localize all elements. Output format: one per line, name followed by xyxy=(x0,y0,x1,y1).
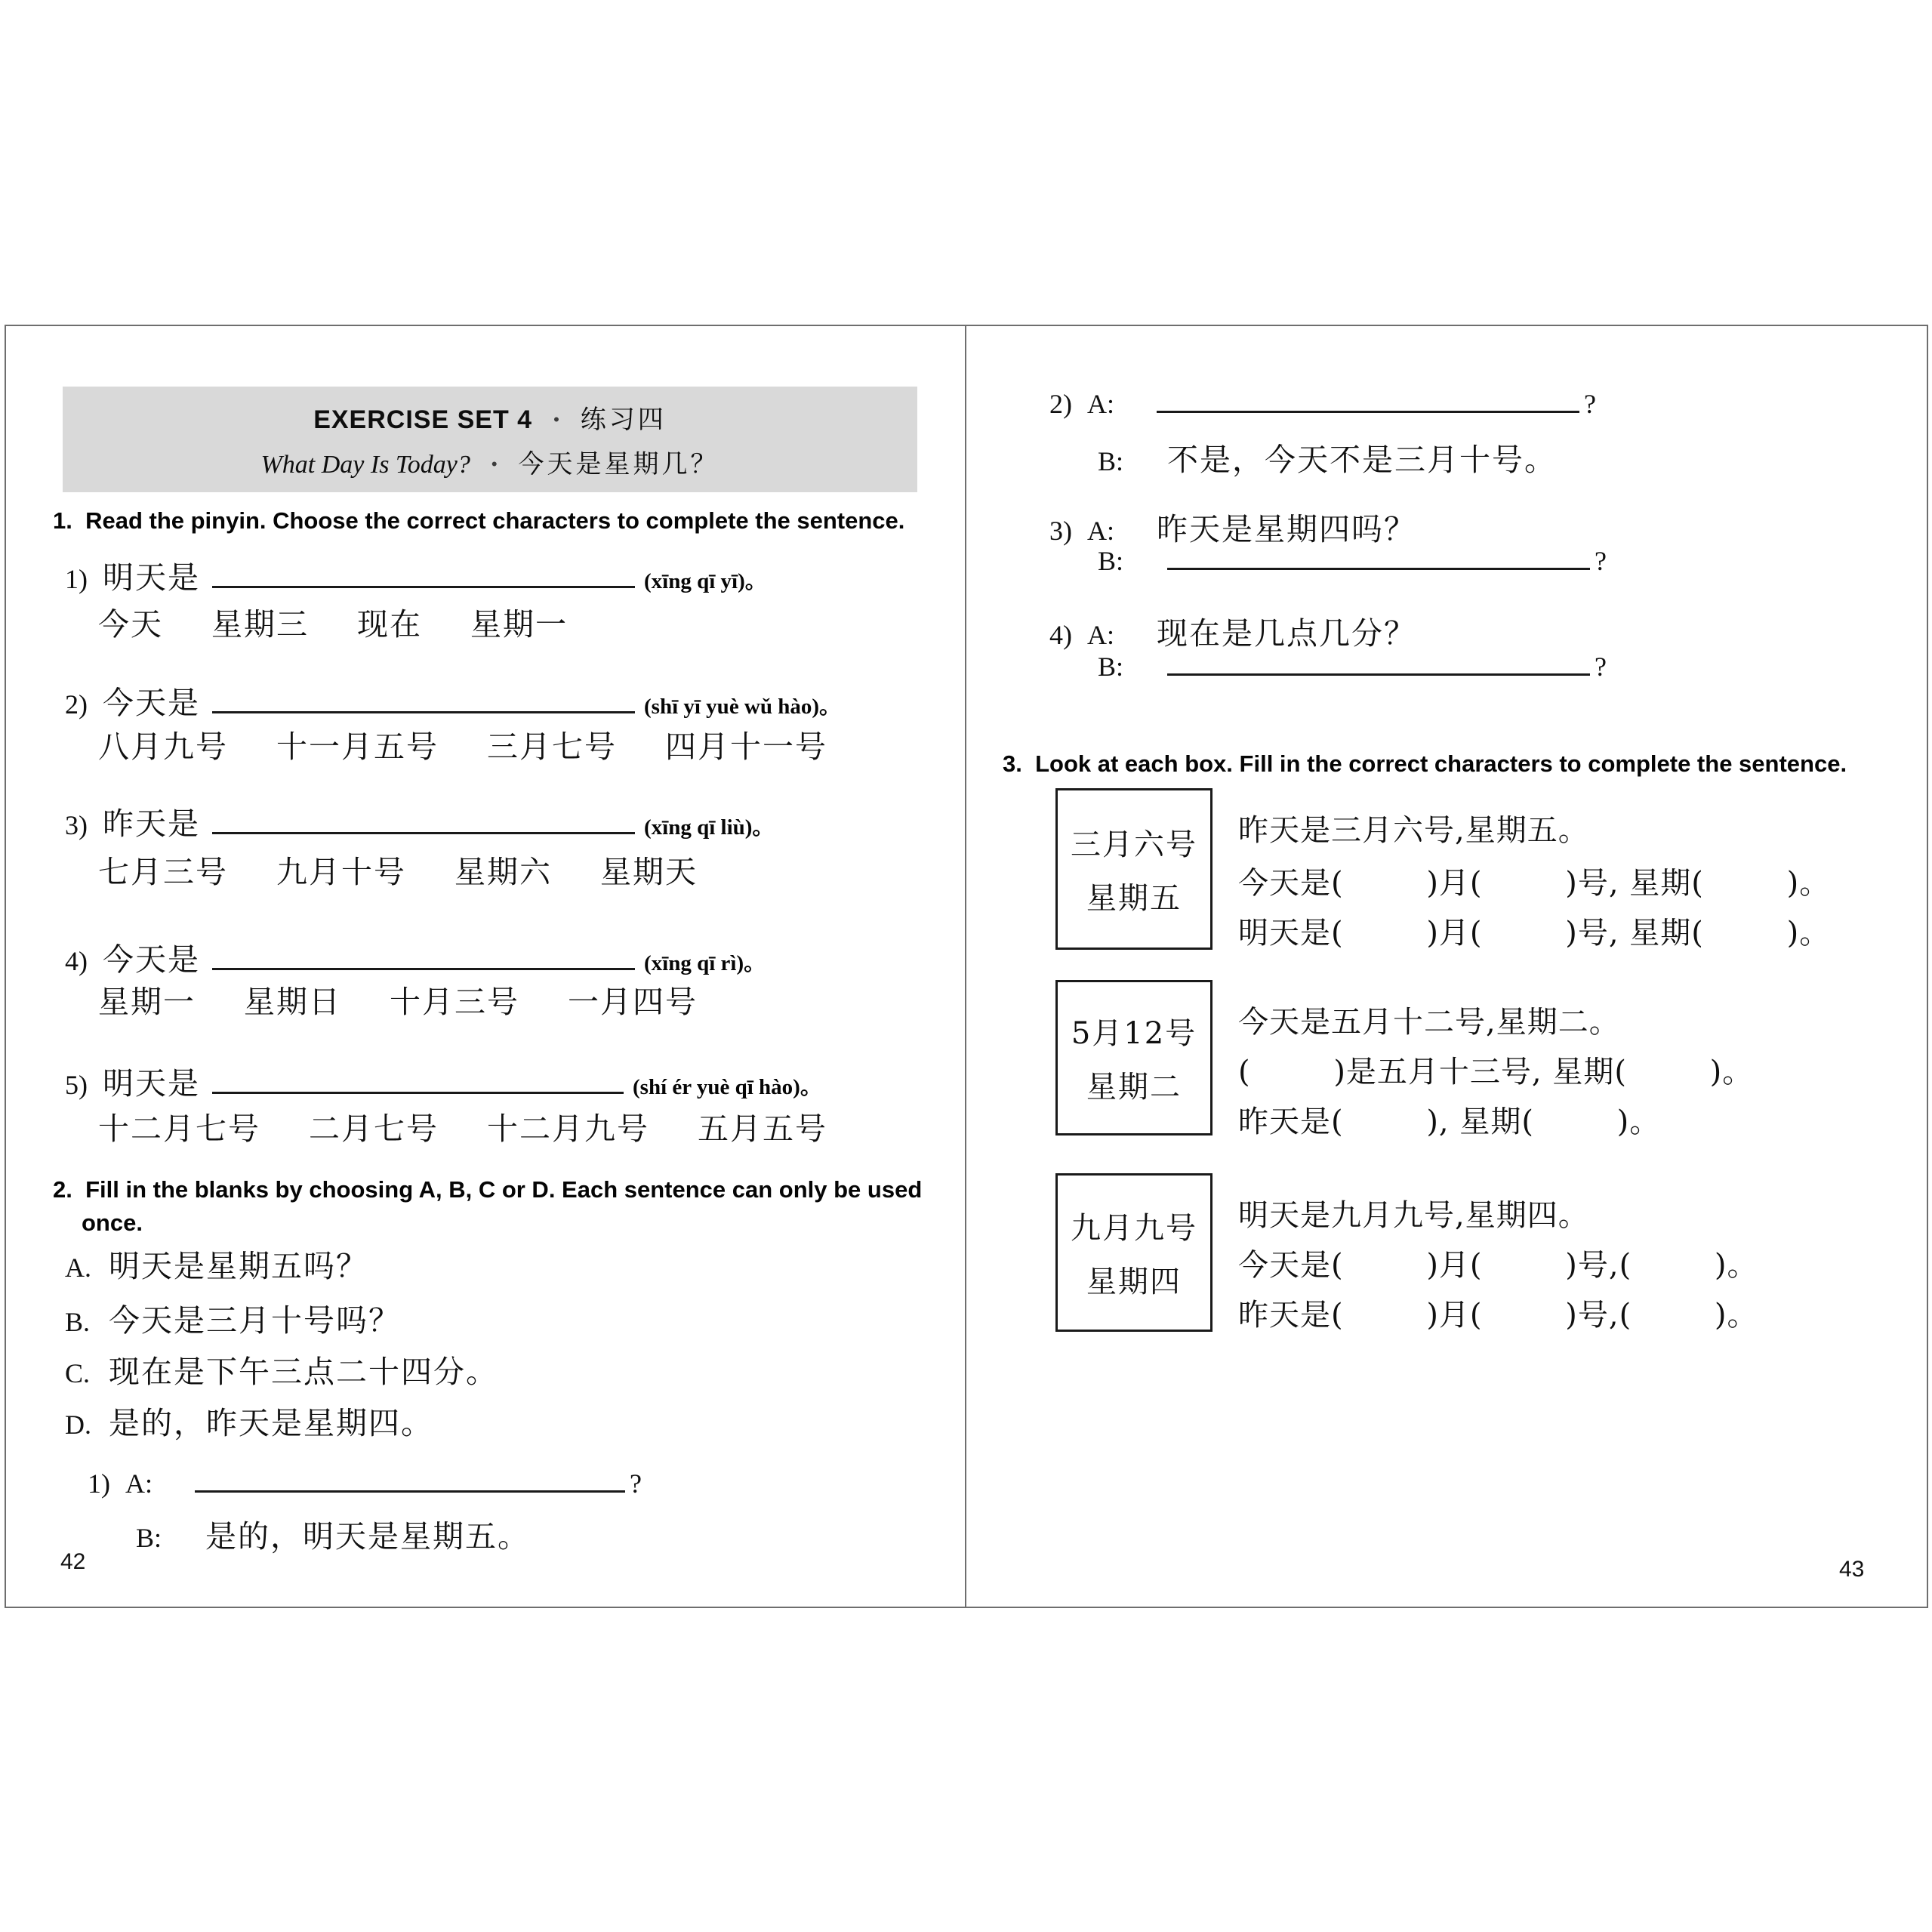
s2-dialog1-a-label: A: xyxy=(125,1468,153,1499)
section2-heading-line1: 2. Fill in the blanks by choosing A, B, C or D. Each sentence can only be used xyxy=(53,1176,923,1203)
page-divider xyxy=(965,326,966,1607)
dialog4-b xyxy=(1098,651,1607,683)
dialog3-a-text: 昨天是星期四吗？ xyxy=(1157,511,1416,547)
s3-box1 xyxy=(1055,788,1213,950)
s1-item1-options xyxy=(98,599,568,644)
s3-group1-line1: 昨天是三月六号,星期五。 xyxy=(1238,813,1589,848)
s1-item2-pinyin: (shī yī yuè wǔ hào)。 xyxy=(644,695,842,719)
section2-heading-line2: once. xyxy=(82,1209,143,1236)
dialog3-num: 3) xyxy=(1049,516,1072,546)
option: 十二月九号 xyxy=(487,1111,649,1147)
s3-box2 xyxy=(1055,980,1213,1135)
bullet-icon: • xyxy=(553,410,559,429)
s2-choice-b xyxy=(65,1296,401,1340)
s1-item1-stem: 明天是 xyxy=(103,559,200,596)
s3-group3-line3: 昨天是( )月( )号,( )。 xyxy=(1238,1298,1758,1333)
s3-group2-line1: 今天是五月十二号,星期二。 xyxy=(1238,1005,1620,1040)
exercise-title-en: EXERCISE SET 4 xyxy=(313,405,533,434)
dialog2-a xyxy=(1049,388,1596,420)
dialog4-a-label: A: xyxy=(1087,620,1114,650)
dialog3-a-label: A: xyxy=(1087,516,1114,546)
s1-item3-stem: 昨天是 xyxy=(103,806,200,842)
exercise-subtitle-en: What Day Is Today? xyxy=(260,451,470,479)
s3-group1-line2: 今天是( )月( )号, 星期( )。 xyxy=(1238,866,1831,901)
dialog3-b-qmark: ? xyxy=(1595,546,1607,576)
s3-box1-line1: 三月六号 xyxy=(1071,827,1197,862)
dialog3-b-blank xyxy=(1167,568,1590,570)
s1-item3-num: 3) xyxy=(65,810,88,840)
option: 星期一 xyxy=(98,984,196,1020)
s1-item3-blank xyxy=(212,832,635,834)
s3-group1-line3: 明天是( )月( )号, 星期( )。 xyxy=(1238,916,1831,951)
dialog3-b xyxy=(1098,545,1607,577)
dialog4-a-text: 现在是几点几分？ xyxy=(1157,615,1416,652)
s1-item4-blank xyxy=(212,968,635,970)
choice-c-text: 现在是下午三点二十四分。 xyxy=(109,1354,498,1390)
dialog4-b-label: B: xyxy=(1098,652,1124,682)
s3-box3-line2: 星期四 xyxy=(1086,1265,1182,1299)
dialog4-a xyxy=(1049,609,1416,653)
dialog2-b-text: 不是，今天不是三月十号。 xyxy=(1167,442,1557,478)
option: 星期日 xyxy=(244,984,341,1020)
option: 十一月五号 xyxy=(276,729,439,765)
s3-box2-line2: 星期二 xyxy=(1086,1070,1182,1105)
bullet-icon: • xyxy=(491,454,498,473)
dialog2-b xyxy=(1098,435,1557,479)
dialog3-b-label: B: xyxy=(1098,546,1124,576)
exercise-title-row xyxy=(313,399,667,436)
option: 九月十号 xyxy=(276,854,406,890)
s3-group3-line2: 今天是( )月( )号,( )。 xyxy=(1238,1248,1758,1283)
option: 三月七号 xyxy=(487,729,617,765)
s1-item5-num: 5) xyxy=(65,1070,88,1100)
option: 二月七号 xyxy=(309,1111,439,1147)
section1-heading: 1. Read the pinyin. Choose the correct characters to complete the sentence. xyxy=(53,507,905,534)
s1-item5-options xyxy=(98,1104,827,1148)
s2-choice-a xyxy=(65,1241,368,1286)
s2-choice-c xyxy=(65,1347,498,1391)
choice-b-label: B. xyxy=(65,1307,91,1337)
s3-group2-line2: ( )是五月十三号, 星期( )。 xyxy=(1238,1055,1754,1089)
s2-dialog1-b xyxy=(136,1511,530,1556)
exercise-subtitle-row xyxy=(260,443,719,480)
option: 今天 xyxy=(98,606,163,642)
s1-item4-options xyxy=(98,977,698,1021)
option: 现在 xyxy=(357,606,422,642)
exercise-header xyxy=(63,387,917,492)
dialog4-num: 4) xyxy=(1049,620,1072,650)
s1-item2-blank xyxy=(212,711,635,713)
s3-box1-line2: 星期五 xyxy=(1086,881,1182,916)
option: 星期天 xyxy=(600,854,698,890)
option: 十月三号 xyxy=(390,984,519,1020)
s2-dialog1-a-blank xyxy=(195,1490,625,1493)
choice-d-text: 是的，昨天是星期四。 xyxy=(109,1405,433,1441)
s1-item3-pinyin: (xīng qī liù)。 xyxy=(644,815,775,840)
s1-item4-num: 4) xyxy=(65,946,88,976)
s3-group2-line3: 昨天是( ), 星期( )。 xyxy=(1238,1105,1661,1139)
choice-c-label: C. xyxy=(65,1358,91,1388)
option: 八月九号 xyxy=(98,729,228,765)
option: 四月十一号 xyxy=(665,729,827,765)
s1-item5-pinyin: (shí ér yuè qī hào)。 xyxy=(633,1075,822,1099)
dialog2-a-qmark: ? xyxy=(1584,389,1596,419)
s1-item2-stem: 今天是 xyxy=(103,685,200,721)
s1-item1-pinyin: (xīng qī yī)。 xyxy=(644,569,767,593)
s1-item4-line xyxy=(65,935,766,979)
exercise-subtitle-zh: 今天是星期几？ xyxy=(518,449,719,479)
s1-item2-line xyxy=(65,678,841,723)
option: 七月三号 xyxy=(98,854,228,890)
s2-dialog1-b-text: 是的，明天是星期五。 xyxy=(205,1518,530,1555)
s2-dialog1-a-qmark: ? xyxy=(630,1468,642,1499)
s1-item2-options xyxy=(98,722,827,766)
s2-dialog1-a xyxy=(88,1468,642,1499)
choice-b-text: 今天是三月十号吗？ xyxy=(109,1302,401,1339)
s2-dialog1-b-label: B: xyxy=(136,1523,162,1553)
s1-item5-blank xyxy=(212,1092,624,1094)
s1-item1-blank xyxy=(212,586,635,588)
book-spread xyxy=(5,325,1928,1608)
s1-item2-num: 2) xyxy=(65,689,88,719)
option: 星期六 xyxy=(454,854,552,890)
s3-box3 xyxy=(1055,1173,1213,1332)
section3-heading: 3. Look at each box. Fill in the correct characters to complete the sentence. xyxy=(1003,750,1847,777)
s1-item1-num: 1) xyxy=(65,564,88,594)
s3-box2-line1: 5月12号 xyxy=(1071,1016,1197,1051)
s3-box3-line1: 九月九号 xyxy=(1071,1211,1197,1246)
option: 星期一 xyxy=(470,606,568,642)
option: 一月四号 xyxy=(568,984,698,1020)
dialog2-b-label: B: xyxy=(1098,446,1124,476)
choice-a-text: 明天是星期五吗？ xyxy=(109,1248,368,1284)
option: 十二月七号 xyxy=(98,1111,260,1147)
dialog2-a-blank xyxy=(1157,411,1579,413)
s2-choice-d xyxy=(65,1398,433,1443)
s1-item4-stem: 今天是 xyxy=(103,941,200,978)
dialog2-num: 2) xyxy=(1049,389,1072,419)
s2-dialog1-num: 1) xyxy=(88,1468,110,1499)
option: 星期三 xyxy=(211,606,309,642)
option: 五月五号 xyxy=(698,1111,827,1147)
s1-item1-line xyxy=(65,553,767,597)
s1-item4-pinyin: (xīng qī rì)。 xyxy=(644,951,766,975)
s1-item3-line xyxy=(65,799,774,843)
page-number-left: 42 xyxy=(60,1549,86,1574)
dialog2-a-label: A: xyxy=(1087,389,1114,419)
choice-a-label: A. xyxy=(65,1253,91,1283)
s3-group3-line1: 明天是九月九号,星期四。 xyxy=(1238,1198,1589,1233)
dialog4-b-blank xyxy=(1167,673,1590,676)
exercise-title-zh: 练习四 xyxy=(580,405,667,435)
dialog4-b-qmark: ? xyxy=(1595,652,1607,682)
choice-d-label: D. xyxy=(65,1410,91,1440)
s1-item5-line xyxy=(65,1058,822,1103)
s1-item5-stem: 明天是 xyxy=(103,1065,200,1102)
dialog3-a xyxy=(1049,504,1416,549)
s1-item3-options xyxy=(98,847,698,892)
page-number-right: 43 xyxy=(1839,1557,1865,1582)
